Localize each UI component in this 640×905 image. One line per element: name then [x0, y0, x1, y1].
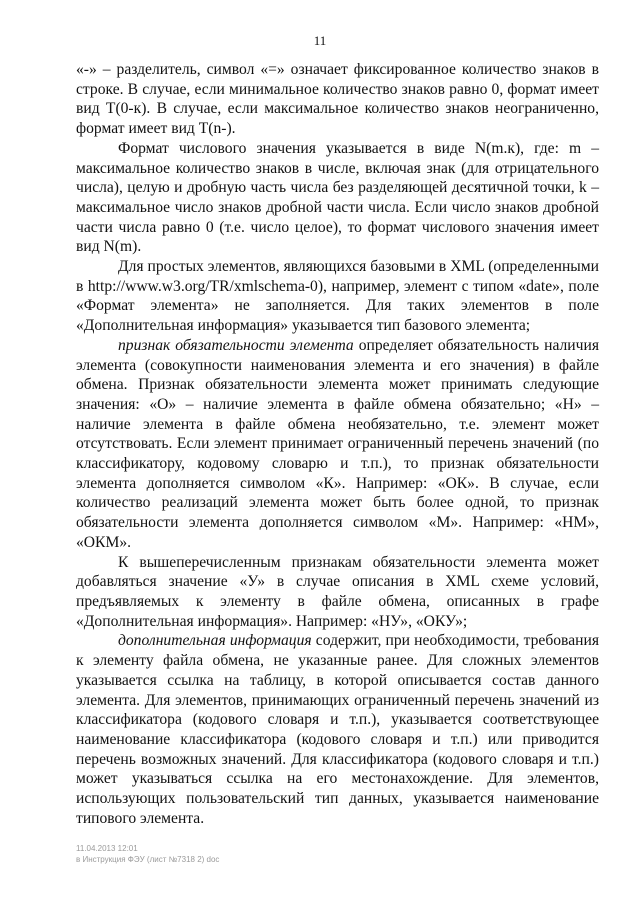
paragraph-required-attribute: [76, 336, 599, 553]
paragraph-additional-info: [76, 631, 599, 828]
document-footer: [76, 843, 219, 865]
term-additional-info: дополнительная информация: [118, 632, 312, 650]
page-number: 11: [313, 33, 327, 48]
paragraph-condition-flag: К вышеперечисленным признакам обязательности элемента может добавляться значение «У» в случае описания в XML схеме условий, предъявляемых к элементу в файле обмена, описанных в графе «Дополнительная информация». Например: «НУ», «ОКУ»;: [76, 553, 599, 630]
paragraph-required-attribute-text: определяет обязательность наличия элемента (совокупности наименования элемента и его значения) в файле обмена. Признак обязательности элемента может принимать следующие значения: «О» – наличие элемента в файле обмена обязательно; «Н» – наличие элемента в файле обмена необязательно, т.е. элемент может отсутствовать. Если элемент принимает ограниченный перечень значений (по классификатору, кодовому словарю и т.п.), то признак обязательности элемента дополняется символом «К». Например: «ОК». В случае, если количество реализаций элемента может быть более одной, то признак обязательности элемента дополняется символом «М». Например: «НМ», «ОКМ».: [76, 336, 599, 551]
paragraph-additional-info-text: содержит, при необходимости, требования к элементу файла обмена, не указанные ранее. Для сложных элементов указывается ссылка на таблицу, в которой описывается состав данного элемента. Для элементов, принимающих ограниченный перечень значений из классификатора (кодового словаря и т.п.), указывается соответствующее наименование классификатора (кодового словаря и т.п.) или приводится перечень возможных значений. Для классификатора (кодового словаря и т.п.) может указываться ссылка на его местонахождение. Для элементов, использующих пользовательский тип данных, указывается наименование типового элемента.: [76, 632, 599, 827]
paragraph-numeric-format: Формат числового значения указывается в виде N(m.к), где: m – максимальное количество знаков в числе, включая знак (для отрицательного числа), целую и дробную часть числа без разделяющей десятичной точки, k – максимальное число знаков дробной части числа. Если число знаков дробной части числа равно 0 (т.е. число целое), то формат числового значения имеет вид N(m).: [76, 139, 599, 256]
term-required-attribute: признак обязательности элемента: [118, 336, 354, 354]
document-body: [76, 60, 599, 828]
footer-file-path: в Инструкция ФЭУ (лист №7318 2) doc: [76, 855, 220, 864]
paragraph-base-xml-types: Для простых элементов, являющихся базовыми в XML (определенными в http://www.w3.org/TR/xmlschema-0), например, элемент с типом «date», поле «Формат элемента» не заполняется. Для таких элементов в поле «Дополнительная информация» указывается тип базового элемента;: [76, 258, 599, 335]
footer-timestamp: 11.04.2013 12:01: [76, 844, 138, 853]
paragraph-separator-format: «-» – разделитель, символ «=» означает фиксированное количество знаков в строке. В случае, если минимальное количество знаков равно 0, формат имеет вид T(0-к). В случае, если максимальное количество знаков неограниченно, формат имеет вид T(n-).: [76, 61, 599, 138]
